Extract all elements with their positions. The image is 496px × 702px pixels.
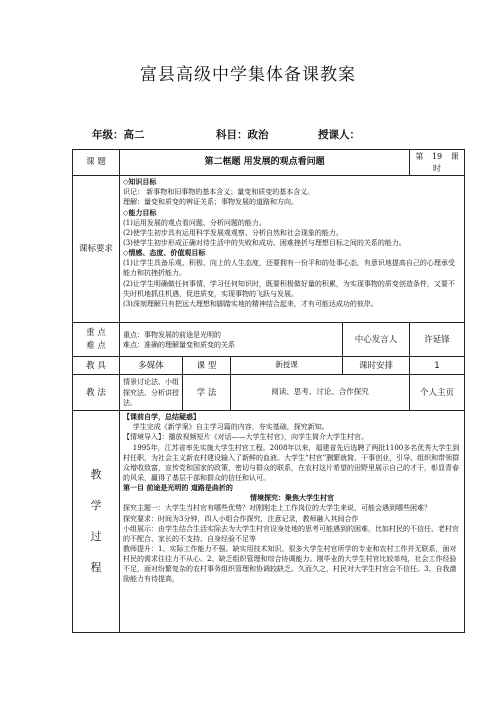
- process-line: 教师提升：1、实际工作能力不强。缺实用技术知识。很多大学生村官所学的专业和农村工作并无联系，面对村民的需求往往力不从心。2、缺乏组织管理和综合协调能力。刚毕业的大学生村官比较单纯，社会工作经验不足，面对纷繁复杂的农村事务组织管理和协调较缺乏。久而久之，村民对大学生村官会不信任。3、自我激励能力有待提高，: [123, 545, 457, 584]
- ability-line: (2)使学生初步具有运用科学发展观观察、分析自然和社会现象的能力。: [123, 228, 343, 237]
- emotion-line: (1)让学生具备乐观、积极、向上的人生态度，还要拥有一份平和的处事心态，有意识地提高自己的心理承受能力和抗挫折能力。: [123, 259, 455, 278]
- emotion-line: (2)让学生明确做任何事情、学习任何知识时，既要积极做好量的积累，为实现事物的质变创造条件，又要不失时机地抓住机遇，促进质变，实现事物的飞跃与发展。: [123, 279, 455, 298]
- key-point: 重点：事物发展的前途是光明的: [123, 330, 221, 339]
- key-point-label: 重 点: [86, 328, 106, 339]
- study-methods: 阅读、思考、讨论、合作探究: [231, 375, 410, 411]
- focus-row: [73, 323, 465, 357]
- process-line: 1995年，江苏省率先实施大学生村官工程。2008年以来，福建省先后选聘了两批1100多名优秀大学生到村任职，为社会主义新农村建设输入了新鲜的血液。大学生“村官”删繁就简、干事创业，引导、组织和带领群众增收致富，宣传党和国家的政策，密切与群众的联系，在农村这片希望的田野里展示自己的才干，彰显青春的风采，赢得了基层干部和群众的信任和认可。: [123, 443, 460, 483]
- process-line: 探究要求：时间为3分钟，四人小组合作探究，注意记录，教师融入其间合作: [123, 514, 359, 523]
- lesson-prefix: 第: [415, 152, 424, 161]
- process-line: 情境探究：聚焦大学生村官: [250, 493, 334, 503]
- knowledge-line: 识记： 新事物和旧事物的基本含义；量变和质变的基本含义。: [123, 188, 315, 197]
- process-line: 第一目 前途是光明的 道路是曲折的: [123, 483, 233, 493]
- tools-label: 教 具: [73, 357, 120, 375]
- personal-page-label: 个人主页: [410, 375, 465, 411]
- time-label: 课时安排: [343, 357, 410, 375]
- methods-row: [73, 375, 465, 411]
- speaker-label: 中心发言人: [343, 323, 410, 357]
- standards-label: 课标要求: [73, 176, 120, 323]
- standards-row: [73, 176, 465, 323]
- speaker-name: 许延锋: [410, 323, 465, 357]
- standards-content: [120, 176, 465, 323]
- lesson-plan-table: [72, 149, 465, 633]
- methods-label: 教 法: [73, 375, 120, 411]
- teacher-label: 授课人：: [318, 129, 360, 141]
- process-char: 程: [90, 560, 102, 574]
- process-line: 小组展示：由学生结合生活实际去为大学生村官设身处地的思考可能遇到的困难，比如村民的不信任、老村官的不配合、家长的不支持、自身经验不足等: [123, 524, 459, 543]
- process-line: 探究主题一：大学生当村官有哪些优势？对刚刚走上工作岗位的大学生来说，可能会遇到哪些困难？: [123, 504, 431, 513]
- process-line: 学生完成《新学案》自主学习篇的内容，夯实基础，探究新知。: [132, 423, 329, 432]
- knowledge-line: 理解：量变和质变的辨证关系；事物发展的道路和方向。: [123, 198, 298, 207]
- topic-row: [73, 150, 465, 176]
- lesson-type-value: 新授课: [231, 357, 343, 375]
- ability-line: (1)运用发展的观点看问题、分析问题的能力。: [123, 218, 266, 227]
- teaching-methods: 情景讨论法、小组探究法、分析讲授法、: [120, 375, 183, 411]
- process-char: 教: [90, 467, 102, 481]
- tools-value: 多媒体: [120, 357, 183, 375]
- process-content: [120, 411, 465, 633]
- lesson-number: 19: [431, 152, 443, 161]
- grade-label: 年级：高二: [92, 129, 145, 141]
- process-label: [73, 411, 120, 633]
- emotion-heading: ◇情感、态度、价值观目标: [123, 248, 206, 258]
- process-char: 学: [90, 498, 102, 512]
- topic-label: 课 题: [73, 150, 120, 176]
- focus-label: [73, 323, 120, 357]
- difficult-point-label: 难 点: [86, 340, 106, 351]
- document-title: 富县高级中学集体备课教案: [140, 65, 356, 85]
- emotion-line: (3)深刻理解只有把远大理想和脚踏实地的精神结合起来，才有可能达成功的彼岸。: [123, 299, 378, 308]
- difficult-point: 难点：准确的理解量变和质变的关系: [123, 340, 235, 349]
- topic-value: 第二框题 用发展的观点看问题: [120, 150, 410, 176]
- subject-label: 科目：政治: [216, 129, 269, 141]
- ability-line: (3)使学生初步形成正确对待生活中的失败和成功、困难挫折与理想目标之间的关系的能力。: [123, 239, 406, 248]
- ability-heading: ◇能力目标: [123, 207, 157, 217]
- process-line: 【课前自学，总结疑惑】: [123, 412, 200, 422]
- focus-content: [120, 323, 343, 357]
- knowledge-heading: ◇知识目标: [123, 177, 157, 187]
- lesson-type-label: 课 型: [183, 357, 231, 375]
- process-line: 【情境导入】：播放视频短片《对话——大学生村官》，向学生简介大学生村官。: [123, 433, 368, 442]
- lesson-count: [410, 150, 465, 176]
- study-label: 学 法: [183, 375, 231, 411]
- tools-row: [73, 357, 465, 375]
- lesson-suffix: 课时: [433, 152, 459, 173]
- time-value: 1: [410, 357, 465, 375]
- process-row: [73, 411, 465, 633]
- process-char: 过: [90, 529, 102, 543]
